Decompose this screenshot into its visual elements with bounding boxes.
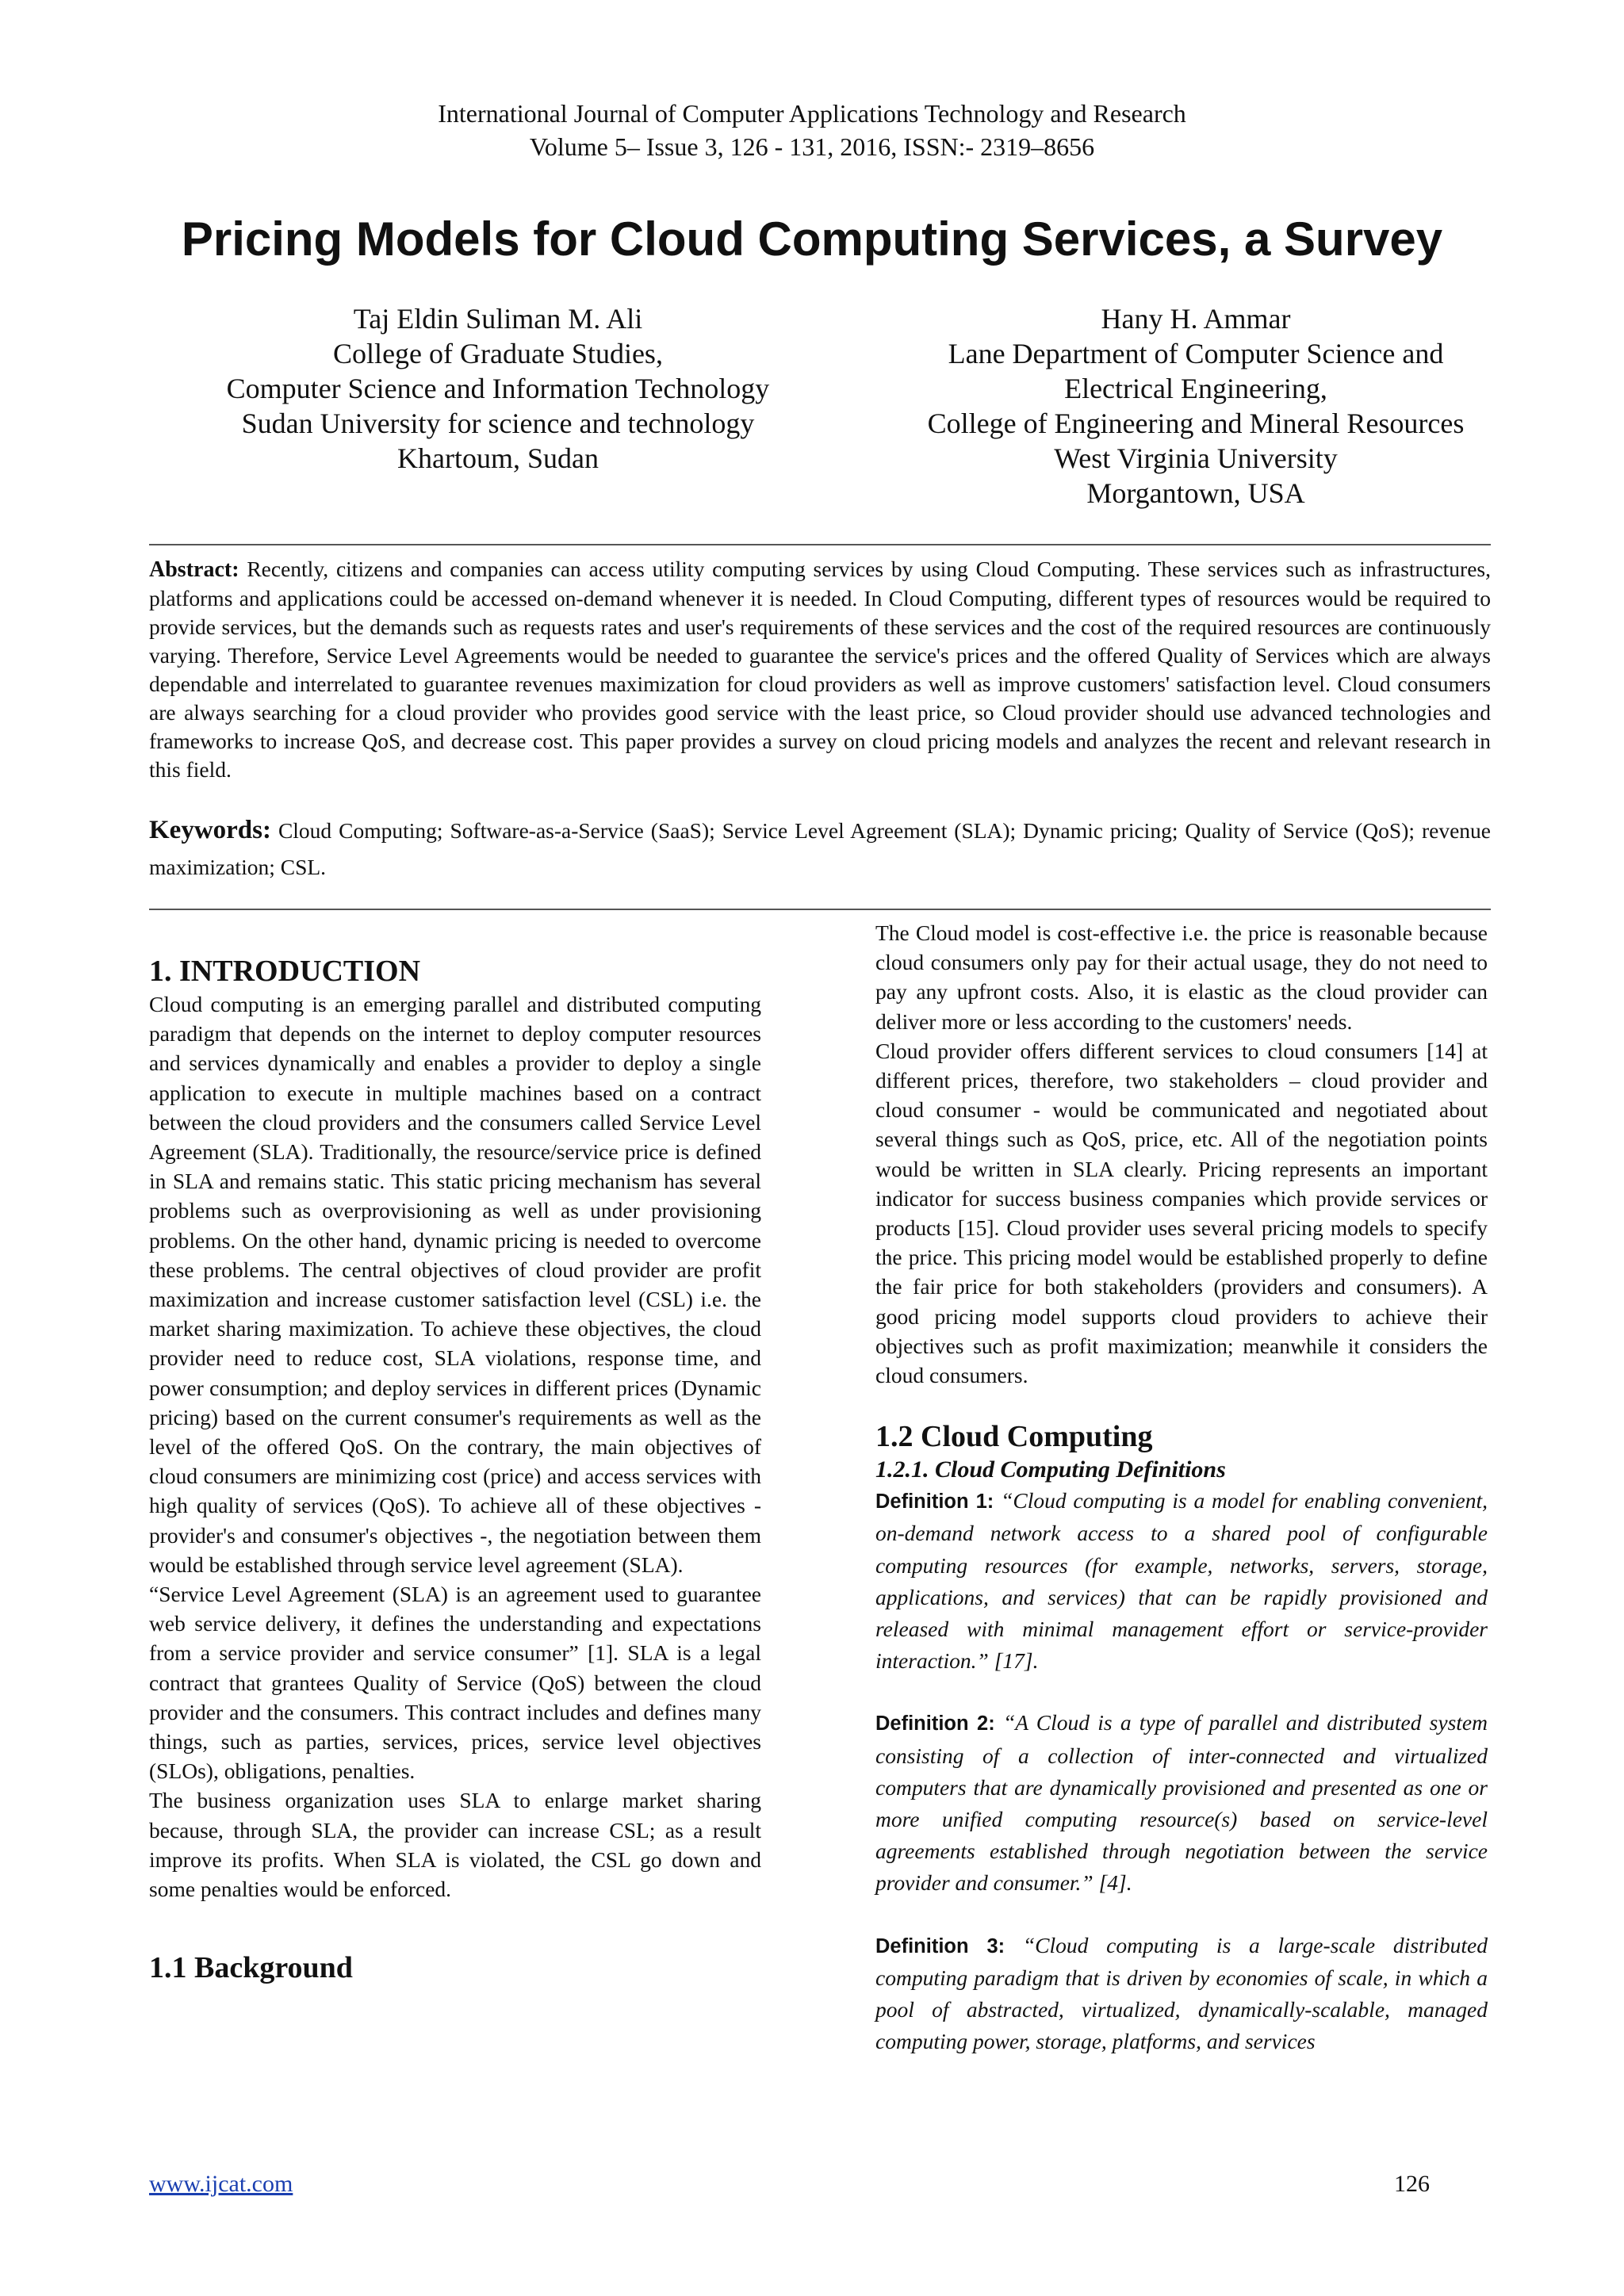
author-name: Hany H. Ammar xyxy=(1101,303,1291,335)
author-block-1 xyxy=(141,301,855,476)
page-number: 126 xyxy=(1394,2171,1430,2197)
definition xyxy=(875,1485,1488,1677)
journal-website-link[interactable]: www.ijcat.com xyxy=(149,2171,293,2197)
author-block-2 xyxy=(839,301,1553,511)
left-column xyxy=(149,953,761,1986)
keywords-text: Cloud Computing; Software-as-a-Service (SaaS); Service Level Agreement (SLA); Dynamic pricing; Quality of Service (QoS); revenue maximization; CSL. xyxy=(149,818,1491,879)
author-affiliation: Lane Department of Computer Science and xyxy=(948,338,1444,369)
definition-text: “A Cloud is a type of parallel and distributed system consisting of a collection of inter-connected and virtualized computers that are dynamically provisioned and presented as one or more unified computing resource(s) based on service-level agreements established through negotiation between the service provider and consumer.” [4]. xyxy=(875,1710,1488,1896)
paragraph: The business organization uses SLA to enlarge market sharing because, through SLA, the provider can increase CSL; as a result improve its profits. When SLA is violated, the CSL go down and some penalties would be enforced. xyxy=(149,1788,761,1902)
abstract-label: Abstract: xyxy=(149,557,239,582)
author-affiliation: West Virginia University xyxy=(1054,442,1338,474)
author-affiliation: Computer Science and Information Technology xyxy=(226,373,770,404)
author-affiliation: Sudan University for science and technology xyxy=(241,408,755,439)
definition-label: Definition 1: xyxy=(875,1490,994,1513)
subsection-heading: 1.2.1. Cloud Computing Definitions xyxy=(875,1456,1226,1483)
paragraph: Cloud computing is an emerging parallel and distributed computing paradigm that depends on the internet to deploy computer resources and services dynamically and enables a provider to deploy a single application to execute in multiple machines based on a contract between the cloud providers and the consumers called Service Level Agreement (SLA). Traditionally, the resource/service price is defined in SLA and remains static. This static pricing mechanism has several problems such as overprovisioning as well as under provisioning problems. On the other hand, dynamic pricing is needed to overcome these problems. The central objectives of cloud provider are profit maximization and increase customer satisfaction level (CSL) i.e. the market sharing maximization. To achieve these objectives, the cloud provider need to reduce cost, SLA violations, response time, and power consumption; and deploy services in different prices (Dynamic pricing) based on the current consumer's requirements as well as the level of the offered QoS. On the contrary, the main objectives of cloud consumers are minimizing cost (price) and access services with high quality of services (QoS). To achieve all of these objectives - provider's and consumer's objectives -, the negotiation between them would be established through service level agreement (SLA). xyxy=(149,992,761,1577)
paragraph: The Cloud model is cost-effective i.e. the price is reasonable because cloud consumers only pay for their actual usage, they do not need to pay any upfront costs. Also, it is elastic as the cloud provider can deliver more or less according to the customers' needs. xyxy=(875,920,1488,1034)
journal-header xyxy=(0,97,1624,163)
section-heading: 1.2 Cloud Computing xyxy=(875,1420,1153,1454)
paragraph: “Service Level Agreement (SLA) is an agreement used to guarantee web service delivery, it defines the understanding and expectations from a service provider and service consumer” [1]. SLA is a legal contract that grantees Quality of Service (QoS) between the cloud provider and the consumers. This contract includes and defines many things, such as parties, services, prices, service level objectives (SLOs), obligations, penalties. xyxy=(149,1582,761,1784)
definition-label: Definition 2: xyxy=(875,1712,995,1735)
definition xyxy=(875,1930,1488,2058)
paper-title: Pricing Models for Cloud Computing Services, a Survey xyxy=(181,212,1443,266)
journal-volume: Volume 5– Issue 3, 126 - 131, 2016, ISSN:- 2319–8656 xyxy=(529,132,1095,161)
section-heading: 1. INTRODUCTION xyxy=(149,955,421,988)
definition-text: “Cloud computing is a large-scale distributed computing paradigm that is driven by economies of scale, in which a pool of abstracted, virtualized, dynamically-scalable, managed computing power, storage, platforms, and services xyxy=(875,1932,1488,2054)
section-heading: 1.1 Background xyxy=(149,1951,353,1985)
keywords xyxy=(149,812,1491,886)
abstract-text: Recently, citizens and companies can access utility computing services by using Cloud Computing. These services such as infrastructures, platforms and applications could be accessed on-demand whenever it is needed. In Cloud Computing, different types of resources would be required to provide services, but the demands such as requests rates and user's requirements of these services and the cost of the required resources are continuously varying. Therefore, Service Level Agreements would be needed to guarantee the service's prices and the offered Quality of Services which are always dependable and interrelated to guarantee revenues maximization for cloud providers as well as improve customers' satisfaction level. Cloud consumers are always searching for a cloud provider who provides good service with the least price, so Cloud provider should use advanced technologies and frameworks to increase QoS, and decrease cost. This paper provides a survey on cloud pricing models and analyzes the recent and relevant research in this field. xyxy=(149,557,1491,782)
paragraph: Cloud provider offers different services to cloud consumers [14] at different prices, therefore, two stakeholders – cloud provider and cloud consumer - would be communicated and negotiated about several things such as QoS, price, etc. All of the negotiation points would be written in SLA clearly. Pricing represents an important indicator for success business companies which provide services or products [15]. Cloud provider uses several pricing models to specify the price. This pricing model would be established properly to define the fair price for both stakeholders (providers and consumers). A good pricing model supports cloud providers to achieve their objectives such as profit maximization; meanwhile it considers the cloud consumers. xyxy=(875,1038,1488,1388)
author-name: Taj Eldin Suliman M. Ali xyxy=(353,303,643,335)
author-affiliation: College of Graduate Studies, xyxy=(333,338,663,369)
right-column xyxy=(875,918,1488,2058)
divider xyxy=(149,909,1491,910)
author-affiliation: Electrical Engineering, xyxy=(1064,373,1327,404)
keywords-label: Keywords: xyxy=(149,816,271,844)
author-affiliation: Morgantown, USA xyxy=(1086,477,1305,509)
divider xyxy=(149,544,1491,545)
journal-name: International Journal of Computer Applications Technology and Research xyxy=(438,99,1186,128)
abstract xyxy=(149,555,1491,784)
definition-label: Definition 3: xyxy=(875,1934,1005,1957)
author-affiliation: College of Engineering and Mineral Resources xyxy=(927,408,1465,439)
definition xyxy=(875,1707,1488,1899)
definition-text: “Cloud computing is a model for enabling convenient, on-demand network access to a shared pool of configurable computing resources (for example, networks, servers, storage, applications, and services) that can be rapidly provisioned and released with minimal management effort or service-provider interaction.” [17]. xyxy=(875,1488,1488,1674)
author-affiliation: Khartoum, Sudan xyxy=(397,442,599,474)
